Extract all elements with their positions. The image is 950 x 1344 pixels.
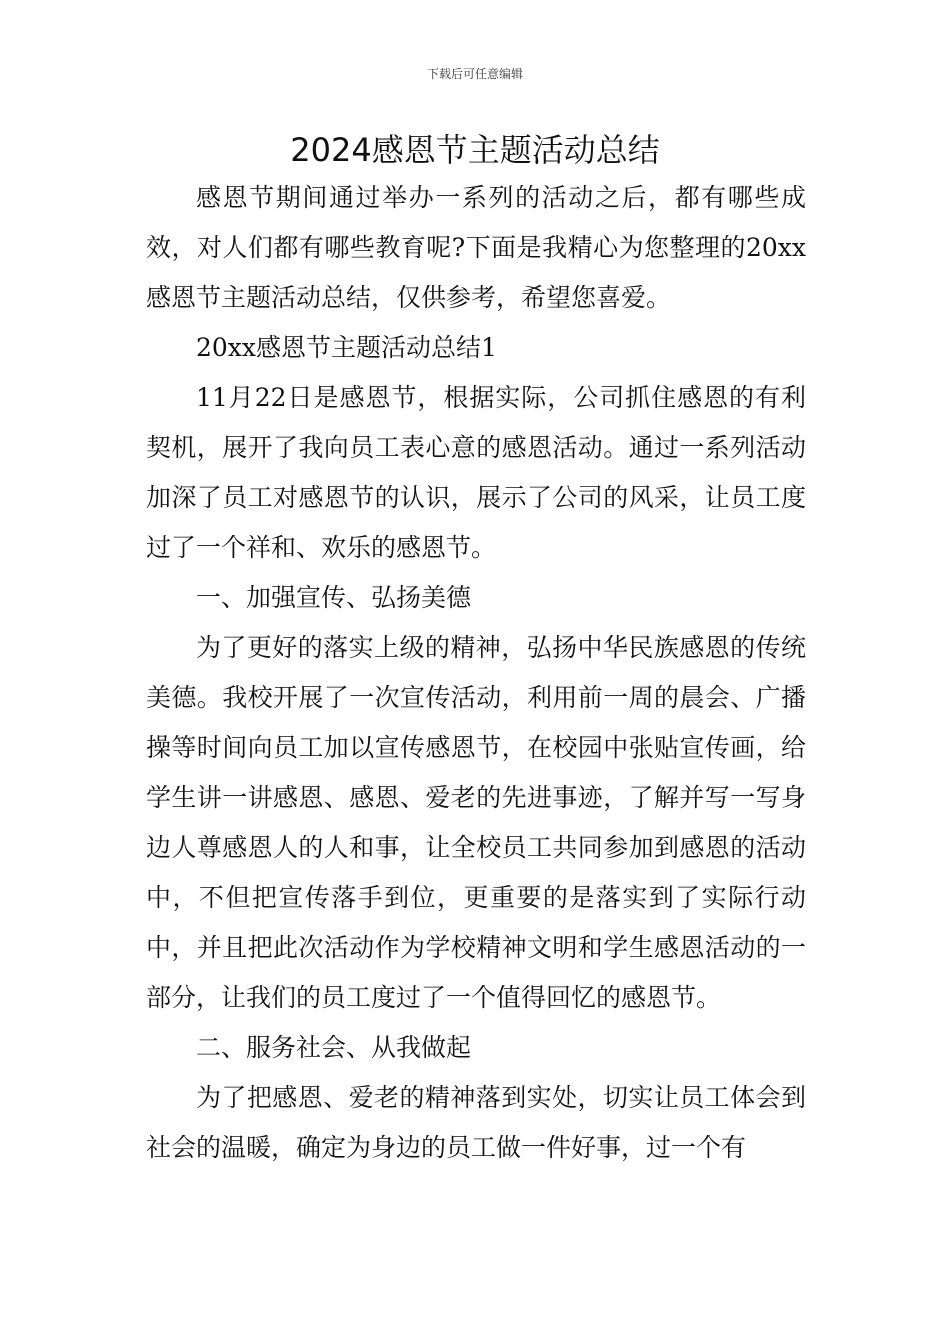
section-heading-service: 二、服务社会、从我做起 bbox=[196, 1033, 472, 1062]
paragraph-service: 为了把感恩、爱老的精神落到实处，切实让员工体会到社会的温暖，确定为身边的员工做一件好事，过一个有 bbox=[146, 1083, 806, 1162]
document-title: 2024感恩节主题活动总结 bbox=[290, 131, 660, 169]
document-body bbox=[146, 173, 806, 1173]
paragraph-intro: 感恩节期间通过举办一系列的活动之后，都有哪些成效，对人们都有哪些教育呢?下面是我精心为您整理的20xx感恩节主题活动总结，仅供参考，希望您喜爱。 bbox=[146, 183, 806, 312]
paragraph-publicity: 为了更好的落实上级的精神，弘扬中华民族感恩的传统美德。我校开展了一次宣传活动，利用前一周的晨会、广播操等时间向员工加以宣传感恩节，在校园中张贴宣传画，给学生讲一讲感恩、感恩、爱老的先进事迹，了解并写一写身边人尊感恩人的人和事，让全校员工共同参加到感恩的活动中，不但把宣传落手到位，更重要的是落实到了实际行动中，并且把此次活动作为学校精神文明和学生感恩活动的一部分，让我们的员工度过了一个值得回忆的感恩节。 bbox=[146, 633, 806, 1012]
section-heading-summary-1: 20xx感恩节主题活动总结1 bbox=[196, 333, 497, 362]
section-heading-publicity: 一、加强宣传、弘扬美德 bbox=[196, 583, 472, 612]
header-note: 下载后可任意编辑 bbox=[426, 67, 523, 81]
paragraph-summary-1: 11月22日是感恩节，根据实际，公司抓住感恩的有利契机，展开了我向员工表心意的感恩活动。通过一系列活动加深了员工对感恩节的认识，展示了公司的风采，让员工度过了一个祥和、欢乐的感恩节。 bbox=[146, 383, 806, 562]
